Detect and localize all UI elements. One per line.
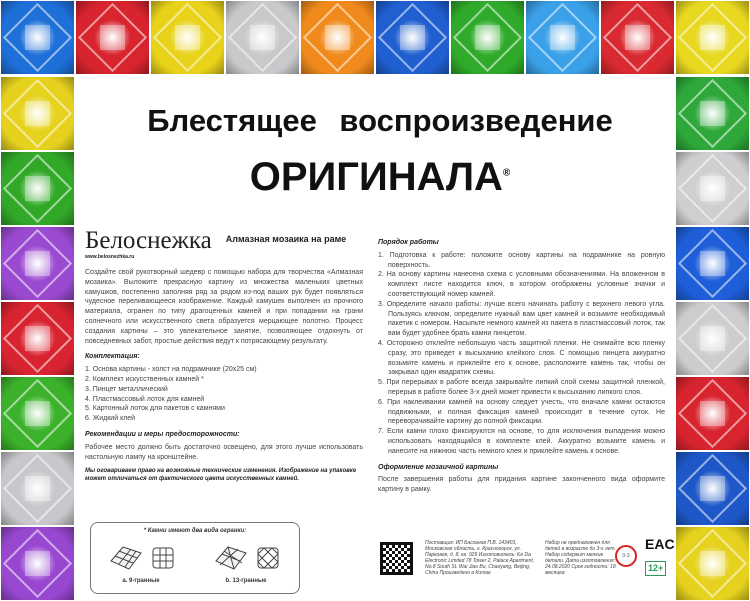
kit-item: 5. Картонный лоток для пакетов с камнями bbox=[85, 405, 225, 413]
grid-13-icon bbox=[256, 546, 280, 570]
procedure-step: 4. Осторожно отклейте небольшую часть защитной пленки. Не снимайте всю пленку сразу, это приведет к высыханию клейкого слоя. С помощью пинцета аккуратно возьмите камень и приклейте его к основе, расположите камень так, чтобы он закрывал один квадратик схемы. bbox=[378, 339, 665, 377]
gem-tile bbox=[525, 0, 600, 75]
supplier-info: Поставщик: ИП Басханов П.В. 143403, Московская область, г. Красногорск, ул. Парковая, д. 8, кв. 929 Изготовитель: Ke Da Electronic Limited 78 Tower 2, Palace Apartment, No.8 South St. Wai Jiao Bu, Chaoyang, Beijing, China Произведено в Китае bbox=[425, 540, 535, 576]
product-info: Набор не предназначен для детей в возрасте до 3-х лет. Набор содержит мелкие детали. Дата изготовления: 24.08.2020 Срок годности: 18 месяцев bbox=[545, 540, 616, 576]
gem-tile bbox=[675, 151, 750, 226]
procedure-step: 6. При наклеивании камней на основу следует учесть, что вначале камни остаются подвижными, и полная фиксация камней происходит в течение суток. Не переворачивайте картину до полной фиксации. bbox=[378, 398, 665, 426]
right-column bbox=[378, 238, 665, 495]
procedure-step: 7. Если камни плохо фиксируются на основе, то для исключения выпадения можно использовать находящийся в комплекте клей. Аккуратно возьмите камень и нанесите на нижнюю часть немного клея и приклейте камень к основе. bbox=[378, 428, 665, 455]
gem-tile bbox=[300, 0, 375, 75]
procedure-step: 3. Определите начало работы: лучше всего начинать работу с верхнего левого угла. Пользуясь ключом, определите нужный вам цвет камней и возьмите необходимый пакетик с номером. Насыпьте немного камней из пакета в пластмассовый лоток, так вам будет удобнее брать камни пинцетом. bbox=[378, 300, 665, 338]
procedure-step: 5. При перерывах в работе всегда закрывайте липкий слой схемы защитной пленкой, перерыв в работе более 3-х дней может привести к высыханию липкого слоя. bbox=[378, 379, 665, 396]
procedure-step: 1. Подготовка к работе: положите основу картины на подрамнике на ровную поверхность. bbox=[378, 251, 665, 269]
kit-item: 2. Комплект искусственных камней * bbox=[85, 375, 204, 383]
kit-heading: Комплектация: bbox=[85, 353, 140, 361]
gem-tile bbox=[0, 0, 75, 75]
brand-logo bbox=[85, 228, 212, 260]
headline: Блестящее воспроизведение bbox=[147, 103, 613, 138]
age-rating-badge: 12+ bbox=[645, 561, 666, 576]
gem-tile bbox=[0, 526, 75, 601]
gem-tile bbox=[600, 0, 675, 75]
gem-tile bbox=[675, 301, 750, 376]
gem-tile bbox=[225, 0, 300, 75]
cut-9-label: a. 9-гранные bbox=[122, 578, 160, 584]
kit-list bbox=[85, 365, 363, 424]
registered-mark: ® bbox=[502, 167, 511, 179]
cut-types-box bbox=[90, 522, 300, 594]
manufacturer-footer bbox=[375, 535, 675, 595]
gem-9-facet-icon bbox=[107, 543, 145, 573]
procedure-heading: Порядок работы bbox=[378, 239, 439, 246]
gem-tile bbox=[675, 0, 750, 75]
brand-name: Белоснежка bbox=[85, 227, 212, 254]
gem-13-facet-icon bbox=[212, 543, 250, 573]
disclaimer: Мы оговариваем право на возможные технические изменения. Изображение на упаковке может отличаться от фактического цвета искусственных камней. bbox=[85, 468, 357, 483]
gem-tile bbox=[675, 76, 750, 151]
gem-tile bbox=[375, 0, 450, 75]
gem-tile bbox=[450, 0, 525, 75]
kit-item: 4. Пластмассовый лоток для камней bbox=[85, 395, 205, 403]
kit-item: 1. Основа картины - холст на подрамнике (20х25 см) bbox=[85, 366, 257, 374]
gem-tile bbox=[675, 376, 750, 451]
brand-tagline: Алмазная мозаика на раме bbox=[225, 234, 347, 244]
gem-tile bbox=[0, 226, 75, 301]
gem-tile bbox=[75, 0, 150, 75]
left-column bbox=[85, 228, 363, 483]
brand-url: www.belosnezhka.ru bbox=[85, 254, 135, 260]
procedure-step: 2. На основу картины нанесена схема с условными обозначениями. На вложенном в комплект листе находится ключ, в котором отображены условные значки и соответствующий номер камней. bbox=[378, 271, 665, 298]
age-warning-icon bbox=[615, 545, 637, 567]
brand-block bbox=[85, 228, 363, 260]
cut-9 bbox=[96, 538, 186, 584]
kit-item: 6. Жидкий клей bbox=[85, 415, 136, 423]
cut-types-caption: * Камни имеют два вида огранки: bbox=[143, 528, 247, 534]
intro-text: Создайте свой рукотворный шедевр с помощью набора для творчества «Алмазная мозаика». Выложите прекрасную картину из множества маленьких цветных камушков, постепенно заполняя ряд за рядом из-под ваших рук будет появляться чудесное переливающееся изображение. Каждый камушек выполнен из прочного материала, огранен по типу драгоценных камней и при попадании на грани солнечного или искусственного света образуется мерцающее полотно. Процесс создания картины – это увлекательное занятие, позволяющее отдохнуть от повседневных забот, простые действия ведут к потрясающему результату. bbox=[85, 269, 363, 345]
gem-tile bbox=[675, 451, 750, 526]
cut-13-label: b. 13-гранные bbox=[225, 578, 267, 584]
grid-9-icon bbox=[151, 546, 175, 570]
eac-mark: EAC bbox=[645, 536, 675, 552]
gem-tile bbox=[0, 151, 75, 226]
qr-code bbox=[380, 542, 413, 575]
cut-13 bbox=[201, 538, 291, 584]
gem-tile bbox=[0, 451, 75, 526]
gem-tile bbox=[0, 76, 75, 151]
recommendations-heading: Рекомендации и меры предосторожности: bbox=[85, 430, 240, 438]
gem-tile bbox=[0, 376, 75, 451]
gem-tile bbox=[675, 526, 750, 601]
gem-tile bbox=[0, 301, 75, 376]
headline-original bbox=[100, 155, 660, 200]
age-warning-text: 0-3 bbox=[622, 553, 630, 559]
framing-heading: Оформление мозаичной картины bbox=[378, 463, 499, 471]
kit-item: 3. Пинцет металлический bbox=[85, 385, 168, 393]
procedure-list bbox=[378, 251, 665, 457]
gem-tile bbox=[675, 226, 750, 301]
framing-text: После завершения работы для придания картине законченного вида оформите картину в рамку. bbox=[378, 476, 665, 494]
headline-original-text: ОРИГИНАЛА bbox=[249, 155, 503, 199]
gem-tile bbox=[150, 0, 225, 75]
recommendations-text: Рабочее место должно быть достаточно освещено, для этого лучше использовать настольную лампу на кронштейне. bbox=[85, 443, 363, 461]
